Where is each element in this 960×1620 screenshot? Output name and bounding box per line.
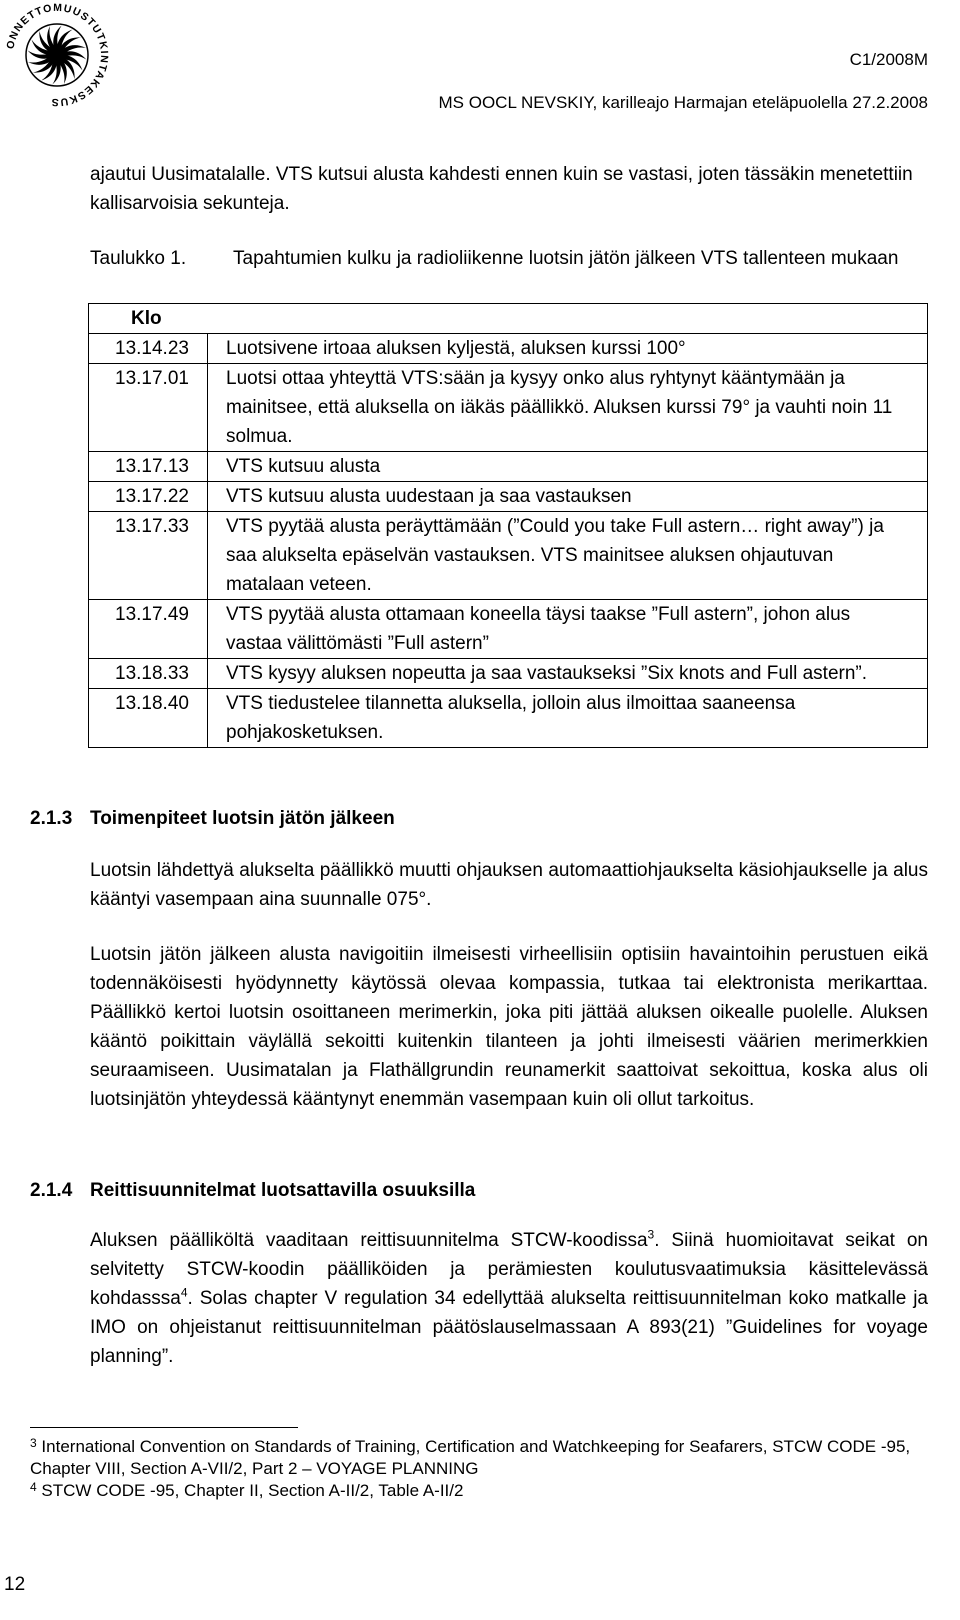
event-time: 13.18.40	[89, 689, 208, 748]
page-number: 12	[4, 1574, 26, 1595]
footnote-text: International Convention on Standards of Training, Certification and Watchkeeping for Seafarers, STCW CODE -95, Chapter VIII, Section A-VII/2, Part 2 – VOYAGE PLANNING	[30, 1437, 911, 1478]
event-time: 13.17.22	[89, 482, 208, 512]
table-row	[89, 512, 928, 600]
events-table	[88, 303, 928, 748]
event-time: 13.17.01	[89, 364, 208, 452]
section-number: 2.1.4	[30, 1180, 73, 1201]
logo-ring-text: ONNETTOMUUSTUTKINTAKESKUS	[4, 2, 110, 108]
paragraph-text: . Siinä huomioitavat seikat on selvitetty STCW-koodin päälliköiden ja perämiesten koulutusvaatimuksia käsittelevässä kohdasssa	[90, 1230, 928, 1309]
table-row	[89, 659, 928, 689]
footnote-4	[30, 1480, 930, 1502]
agency-logo	[4, 2, 110, 108]
event-description: VTS kutsuu alusta	[208, 452, 928, 482]
section-title: Reittisuunnitelmat luotsattavilla osuuksilla	[90, 1180, 476, 1201]
event-description: Luotsivene irtoaa aluksen kyljestä, aluksen kurssi 100°	[208, 334, 928, 364]
paragraph-text: . Solas chapter V regulation 34 edellyttää alukselta reittisuunnitelman koko matkalle ja IMO on ohjeistanut reittisuunnitelman päätöslauselmassaan A 893(21) ”Guidelines for voyage planning”.	[90, 1288, 928, 1367]
paragraph-text: Aluksen päälliköltä vaaditaan reittisuunnitelma STCW-koodissa	[90, 1230, 648, 1251]
event-time: 13.18.33	[89, 659, 208, 689]
section-2-1-4-paragraph	[90, 1226, 928, 1371]
section-2-1-3-paragraph-2: Luotsin jätön jälkeen alusta navigoitiin ilmeisesti virheellisiin optisiin havaintoihin perustuen eikä todennäköisesti hyödynnetty käytössä olevaa kompassia, tutkaa tai elektronista merikarttaa. Päällikkö kertoi luotsin osoittaneen merimerkin, joka piti jättää aluksen oikealle puolelle. Aluksen kääntö poikittain väylällä sekoitti kuitenkin tilanteen ja johti ilmeisesti väärien merimerkkien seuraamiseen. Uusimatalan ja Flathällgrundin reunamerkit saattoivat sekoittua, koska alus oli luotsinjätön yhteydessä kääntynyt enemmän vasempaan kuin oli ollut tarkoitus.	[90, 944, 928, 1110]
footnote-mark: 3	[30, 1436, 37, 1450]
table-caption-label: Taulukko 1.	[90, 248, 187, 269]
event-time: 13.17.33	[89, 512, 208, 600]
event-time: 13.17.49	[89, 600, 208, 659]
event-description: VTS kysyy aluksen nopeutta ja saa vastaukseksi ”Six knots and Full astern”.	[208, 659, 928, 689]
event-description: Luotsi ottaa yhteyttä VTS:sään ja kysyy onko alus ryhtynyt kääntymään ja mainitsee, että aluksella on iäkäs päällikkö. Aluksen kurssi 79° ja vauhti noin 11 solmua.	[208, 364, 928, 452]
intro-paragraph: ajautui Uusimatalalle. VTS kutsui alusta kahdesti ennen kuin se vastasi, joten tässäkin menetettiin kallisarvoisia sekunteja.	[90, 164, 913, 214]
document-title: MS OOCL NEVSKIY, karilleajo Harmajan eteläpuolella 27.2.2008	[438, 93, 928, 112]
footnote-divider	[30, 1427, 298, 1428]
table-header-klo: Klo	[89, 304, 928, 334]
event-description: VTS pyytää alusta peräyttämään (”Could you take Full astern… right away”) ja saa alukselta epäselvän vastauksen. VTS mainitsee aluksen ohjautuvan matalaan veteen.	[208, 512, 928, 600]
section-2-1-3-paragraph-1: Luotsin lähdettyä alukselta päällikkö muutti ohjauksen automaattiohjaukselta käsiohjaukselle ja alus kääntyi vasempaan aina suunnalle 075°.	[90, 860, 928, 910]
section-title: Toimenpiteet luotsin jätön jälkeen	[90, 808, 395, 829]
footnote-3	[30, 1436, 930, 1480]
table-header-row	[89, 304, 928, 334]
event-description: VTS pyytää alusta ottamaan koneella täysi taakse ”Full astern”, johon alus vastaa välittömästi ”Full astern”	[208, 600, 928, 659]
event-time: 13.17.13	[89, 452, 208, 482]
table-row	[89, 334, 928, 364]
footnote-mark: 4	[30, 1480, 37, 1494]
event-description: VTS kutsuu alusta uudestaan ja saa vastauksen	[208, 482, 928, 512]
table-row	[89, 600, 928, 659]
table-row	[89, 689, 928, 748]
footnote-text: STCW CODE -95, Chapter II, Section A-II/2, Table A-II/2	[41, 1481, 464, 1500]
table-caption-text: Tapahtumien kulku ja radioliikenne luotsin jätön jälkeen VTS tallenteen mukaan	[233, 248, 899, 269]
footnote-ref-3[interactable]: 3	[647, 1227, 655, 1242]
footnote-ref-4[interactable]: 4	[180, 1285, 188, 1300]
document-code: C1/2008M	[849, 50, 928, 69]
event-description: VTS tiedustelee tilannetta aluksella, jolloin alus ilmoittaa saaneensa pohjakosketuksen.	[208, 689, 928, 748]
event-time: 13.14.23	[89, 334, 208, 364]
table-row	[89, 482, 928, 512]
section-number: 2.1.3	[30, 808, 73, 829]
table-row	[89, 452, 928, 482]
table-row	[89, 364, 928, 452]
